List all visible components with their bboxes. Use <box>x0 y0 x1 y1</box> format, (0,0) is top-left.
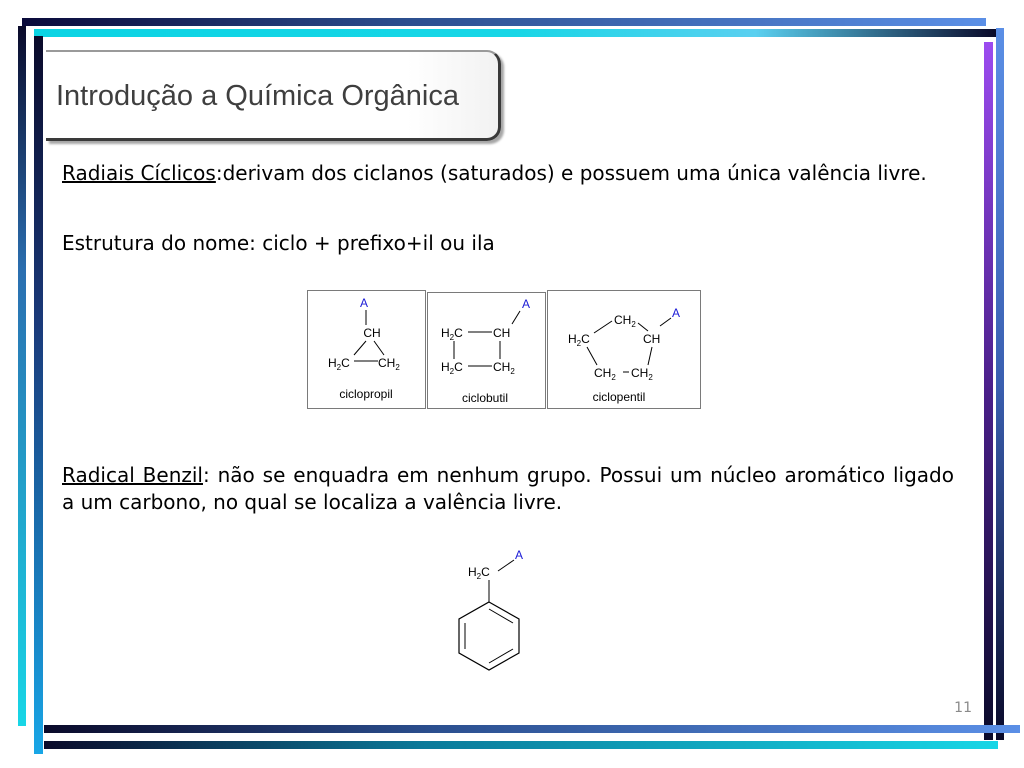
ciclopentil-structure <box>547 290 701 409</box>
frame-right-bar-2 <box>996 28 1004 740</box>
label-a: A <box>514 548 524 562</box>
ciclobutil-structure <box>427 292 546 409</box>
frame-bottom-bar-1 <box>44 725 1020 733</box>
ch2-label: $CH_2$ <box>493 360 515 376</box>
radiais-ciclicos-term: Radiais Cíclicos <box>62 161 216 185</box>
radical-benzil-paragraph <box>62 462 954 516</box>
ch2-top-label: $CH_2$ <box>614 313 636 329</box>
benzene-ring <box>459 602 519 670</box>
radical-benzil-term: Radical Benzil <box>62 463 203 487</box>
ciclobutil-diagram <box>428 293 545 408</box>
ciclopentil-caption: ciclopentil <box>592 390 646 404</box>
h2c-label: $H_2C$ <box>441 326 463 342</box>
ciclopropil-diagram <box>308 291 425 408</box>
slide-title: Introdução a Química Orgânica <box>56 80 459 112</box>
frame-bottom-bar-2 <box>44 741 998 749</box>
frame-left-bar-2 <box>34 36 43 754</box>
ch2-label: $CH_2$ <box>378 356 400 372</box>
ch-label: CH <box>363 326 381 340</box>
ciclobutil-caption: ciclobutil <box>461 391 509 405</box>
name-rule-text: Estrutura do nome: ciclo + prefixo+il ou ila <box>62 231 495 255</box>
ciclopropil-structure <box>307 290 426 409</box>
frame-top-bar-1 <box>22 18 986 26</box>
label-a: A <box>671 306 681 320</box>
ch-label: CH <box>643 332 661 346</box>
ch2-left-label: $CH_2$ <box>594 366 616 382</box>
h2c-label: $H_2C$ <box>328 356 350 372</box>
label-a: A <box>521 297 531 311</box>
ch-label: CH <box>493 326 511 340</box>
h2c-label: $H_2C$ <box>441 360 463 376</box>
frame-left-bar-1 <box>18 26 26 726</box>
page-number: 11 <box>954 700 972 716</box>
radical-benzil-text: : não se enquadra em nenhum grupo. Possui um núcleo aromático ligado a um carbono, no qual se localiza a valência livre. <box>62 463 954 514</box>
h2c-label: $H_2C$ <box>468 565 490 581</box>
radiais-ciclicos-text: :derivam dos ciclanos (saturados) e possuem uma única valência livre. <box>215 161 927 185</box>
frame-top-bar-2 <box>34 29 996 37</box>
benzil-structure <box>440 540 550 680</box>
label-a: A <box>359 296 369 310</box>
ciclopentil-diagram <box>548 291 700 408</box>
frame-right-bar-1 <box>984 42 993 740</box>
h2c-label: $H_2C$ <box>568 332 590 348</box>
ch2-right-label: $CH_2$ <box>631 366 653 382</box>
ciclopropil-caption: ciclopropil <box>339 387 393 401</box>
radiais-ciclicos-paragraph <box>62 160 954 187</box>
